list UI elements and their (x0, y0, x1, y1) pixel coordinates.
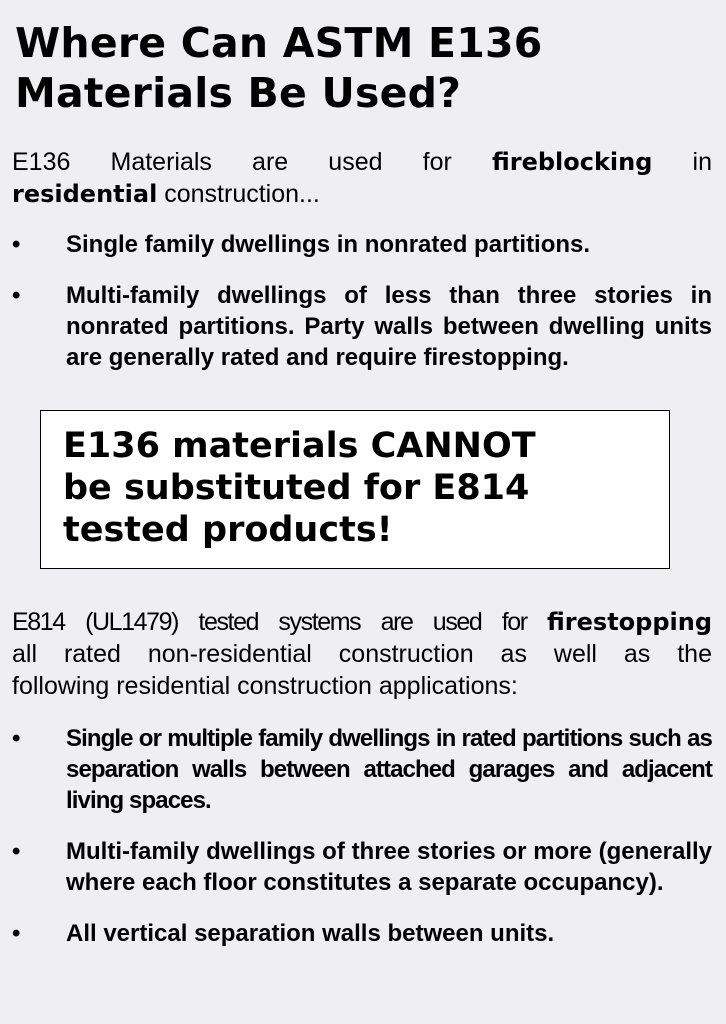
e814-line-2: all rated non-residential construction as well as the (12, 640, 712, 668)
list-item (12, 836, 712, 898)
list-item (12, 229, 712, 260)
list-item-text: Multi-family dwellings of less than three stories in nonrated partitions. Party walls between dwelling units are generally rated and require firestopping. (66, 282, 712, 371)
e814-emphasis-firestopping: firestopping (547, 608, 712, 636)
callout-line-2: be substituted for E814 (63, 468, 530, 508)
bullet: • (12, 282, 21, 309)
title-line-2: Materials Be Used? (15, 69, 462, 117)
list-item-text: Single or multiple family dwellings in rated partitions such as separation walls between attached garages and adjacent living spaces. (66, 725, 712, 814)
list-item-text: All vertical separation walls between units. (66, 920, 555, 947)
callout-line-1: E136 materials CANNOT (63, 426, 536, 466)
intro-suffix: construction... (157, 180, 320, 208)
intro-middle: in (652, 148, 713, 176)
page-title (15, 18, 715, 118)
list-item-text: Single family dwellings in nonrated partitions. (66, 231, 591, 258)
list-item (12, 280, 712, 373)
e814-paragraph (12, 606, 712, 702)
intro-line-1 (12, 146, 712, 178)
e814-prefix: E814 (UL1479) tested systems are used for (12, 608, 547, 636)
list-item (12, 918, 712, 949)
intro-emphasis-fireblocking: fireblocking (491, 148, 653, 176)
residential-uses-list (12, 229, 712, 373)
intro-prefix: E136 Materials are used for (12, 148, 492, 176)
callout-line-3: tested products! (63, 510, 393, 550)
firestopping-uses-list (12, 723, 712, 969)
bullet: • (12, 231, 21, 258)
bullet: • (12, 725, 21, 752)
title-line-1: Where Can ASTM E136 (15, 19, 543, 67)
callout-text (63, 425, 536, 551)
intro-emphasis-residential: residential (12, 180, 158, 208)
list-item-text: Multi-family dwellings of three stories or more (generally where each floor constitutes a separate occupancy). (66, 838, 712, 896)
bullet: • (12, 920, 21, 947)
list-item (12, 723, 712, 816)
e814-line-3: following residential construction applications: (12, 672, 518, 700)
warning-callout-box (40, 410, 670, 569)
bullet: • (12, 838, 21, 865)
intro-paragraph (12, 146, 712, 210)
e814-line-1 (12, 606, 712, 638)
